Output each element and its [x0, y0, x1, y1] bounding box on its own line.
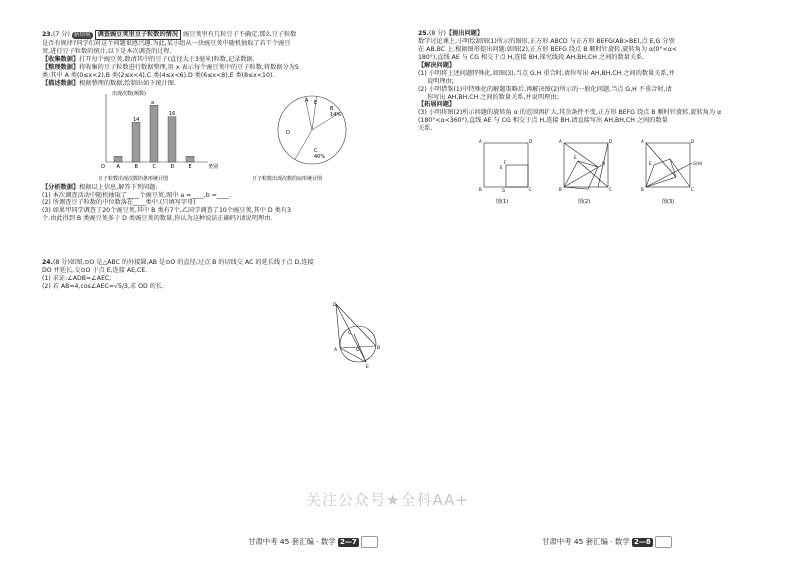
q24-sub1: (1) 求证:∠ADB=∠AEC; [42, 275, 112, 283]
q25-raise-1: 数学讨论课上,小明绘制图(1)所示的图形,正方形 ABCD 与正方形 BEFG(AB>BE),点 E,G 分别 [418, 37, 675, 45]
q25-raise-2: 在 AB,BC 上.根据图形提出问题:如图(2),正方形 BEFG 绕点 B 顺时针旋转,旋转角为 α(0°<α< [418, 45, 678, 53]
q25-solve-1b: 说明理由; [427, 77, 454, 85]
q23-stem-2: 是否有规律?同学们对这个问题很感兴趣.为此,某小组从一块豌豆荚中随机抽取了若干个豌豆 [42, 39, 291, 47]
bar-B [132, 122, 140, 162]
bar-value-label-D: 16 [169, 110, 176, 117]
svg-text:C: C [609, 187, 612, 193]
q23-sub2: (2) 所调查豆子粒数的中位数落在____类中.(只填写字母) [42, 199, 196, 207]
q23-stem-3: 荚,进行豆子粒数的统计,以下是本次调查的过程. [42, 47, 172, 55]
footer-right-text: 甘肃中考 45 套汇编 · 数学 [542, 537, 630, 546]
footer-right-page: 2—8 [634, 538, 651, 546]
svg-text:B: B [641, 187, 644, 193]
svg-text:A: A [641, 139, 644, 145]
svg-text:B: B [479, 187, 482, 193]
pie-label-B: B [330, 105, 334, 112]
q23-sub3a: (3) 如果甲同学调查了20个豌豆荚,其中 B 类有7个,乙同学调查了10个豌豆荚,其中 D 类有3 [42, 207, 291, 215]
fig-label-a: A [334, 348, 338, 353]
figure-2-caption: 图(2) [578, 199, 591, 206]
q25-points: (8 分) [428, 30, 446, 37]
collect-text: 打开每个豌豆荚,数清其中的豆子(直径大于3毫米)粒数,记录数据. [79, 55, 255, 63]
watermark: 关注公众号★全科AA+ [306, 491, 469, 509]
svg-text:D: D [691, 139, 695, 145]
svg-text:A: A [479, 139, 482, 145]
svg-text:B: B [559, 187, 562, 193]
pie-label-E: E [314, 99, 318, 106]
q25-number: 25. [418, 30, 429, 37]
question-23 [42, 30, 394, 223]
q24-points: (8 分) [52, 259, 70, 267]
q24-stem: 如图,⊙O 是△ABC 的外接圆,AB 是⊙O 的直径,过点 B 的切线交 AC 的延长线于点 D,连接 [69, 259, 314, 267]
pie-chart-title: 豆子粒数出现次数的扇形统计图 [252, 175, 323, 182]
footer-left-page: 2—7 [340, 538, 357, 546]
fig-label-e: E [366, 365, 369, 370]
svg-text:F: F [504, 160, 507, 166]
circle-geometry-figure [332, 300, 392, 380]
pie-label-A: A [305, 97, 309, 104]
q25-extend-2: (180°<α<360°),直线 AE 与 CG 相交于点 H,连接 BH,请直接写出 AH,BH,CH 之间的数量 [418, 117, 668, 125]
bar-tick-C: C [152, 163, 156, 170]
q25-figures [418, 137, 766, 207]
figure-2 [558, 137, 620, 207]
organize-text: 将收集的豆子粒数进行数据整理,用 x 表示每个豌豆荚中的豆子粒数,将数据分为5 [79, 63, 299, 71]
q25-solve-2b: 你写出 AH,BH,CH 之间的数量关系,并说明理由; [427, 93, 559, 101]
pie-label-C: C [314, 147, 318, 154]
bar-value-label-C: a [151, 99, 155, 106]
pie-label-B: 14% [330, 111, 342, 118]
organize-label: 【整理数据】 [42, 63, 80, 71]
pie-label-D: D [286, 129, 290, 136]
svg-text:A: A [559, 139, 562, 145]
q23-topic: 调查豌豆荚里豆子粒数的情况 [95, 30, 181, 40]
pie-label-C: 40% [314, 153, 326, 160]
figure-3-caption: 图(3) [662, 199, 675, 206]
right-column [418, 30, 766, 207]
new-context-badge: 新情境 [73, 32, 91, 38]
publisher-stamp-icon [655, 536, 672, 548]
q23-number: 23. [42, 31, 53, 38]
svg-text:H: H [602, 161, 606, 167]
svg-text:O: O [101, 163, 105, 170]
footer-left-text: 甘肃中考 45 套汇编 · 数学 [248, 537, 336, 546]
bar-A [114, 156, 122, 162]
pie-chart [250, 88, 380, 184]
q25-extend-1: (3) 小明将图(2)所示问题的旋转角 α 的范围再扩大,其余条件不变,正方形 BEFG 绕点 B 顺时针旋转,旋转角为 α [418, 109, 722, 117]
bar-tick-A: A [116, 163, 120, 170]
solve-label: 【解决问题】 [418, 61, 456, 69]
left-column [42, 30, 394, 370]
bar-E [186, 156, 194, 162]
footer-left [248, 536, 378, 548]
fig-label-b: B [377, 346, 381, 351]
bar-chart-title: 豆子粒数出现次数的条形统计图 [98, 175, 169, 182]
q24-number: 24. [42, 259, 53, 267]
svg-text:C: C [529, 187, 532, 193]
bar-chart [92, 88, 242, 184]
q24-stem-2: DO 并延长,交⊙O 于点 E,连接 AE,CE. [42, 267, 148, 275]
fig-label-o: O [356, 348, 360, 353]
svg-text:E: E [500, 165, 503, 171]
q25-raise-3: 180°),直线 AE 与 CG 相交于点 H,连接 BH,探究线段 AH,BH,CH 之间的数量关系. [418, 53, 645, 61]
svg-text:C: C [691, 187, 694, 193]
svg-text:E: E [574, 155, 577, 161]
figure-1 [478, 137, 538, 207]
analyze-text: 根据以上信息,解答下列问题: [79, 183, 158, 191]
q25-solve-1: (1) 小明将上述问题特殊化,如图(3),当点 G,H 重合时,请你写出 AH,BH,CH 之间的数量关系,并 [418, 69, 675, 77]
question-24 [42, 259, 394, 370]
question-25 [418, 30, 766, 207]
bar-chart-ylabel: 出现次数(频数) [112, 90, 146, 97]
bar-tick-B: B [134, 163, 138, 170]
bar-tick-D: D [170, 163, 175, 170]
bar-D [168, 116, 176, 161]
describe-label: 【描述数据】 [42, 79, 80, 87]
svg-text:G: G [502, 188, 506, 194]
q25-solve-2: (2) 小明借鉴(1)中特殊化的解题策略后,再解决图(2)所示的一般化问题,当点 G,H 不重合时,请 [418, 85, 672, 93]
q23-points: (7 分) [52, 31, 70, 38]
bar-C [150, 105, 158, 162]
q23-sub3b: 个.由此得到 B 类豌豆荚多于 D 类豌豆荚的数量,你认为这种说法正确吗?请说明理由. [42, 215, 273, 223]
extend-label: 【拓展问题】 [418, 101, 456, 109]
fig-label-c: C [348, 331, 352, 336]
figure-1-caption: 图(1) [496, 199, 509, 206]
publisher-stamp-icon [361, 536, 378, 548]
describe-text: 根据整理的数据,绘制出如下统计图. [79, 79, 176, 87]
footer-right [542, 536, 672, 548]
q25-extend-3: 关系. [418, 125, 433, 133]
svg-text:G(H): G(H) [693, 161, 703, 167]
q23-stem: 豌豆荚里有几粒豆子不确定,那么豆子粒数 [183, 31, 297, 38]
analyze-label: 【分析数据】 [42, 183, 80, 191]
bar-value-label-B: 14 [133, 116, 140, 123]
organize-text-2: 类:其中 A 类(0≤x<2),B 类(2≤x<4),C 类(4≤x<6),D 类(6≤x<8),E 类(8≤x<10). [42, 71, 275, 79]
svg-text:E: E [649, 161, 652, 167]
svg-text:D: D [609, 139, 613, 145]
bar-tick-E: E [188, 163, 192, 170]
raise-label: 【提出问题】 [445, 30, 484, 37]
q23-sub1: (1) 本次调查活动中随机抽取了____个豌豆荚,图中 a =____,b =____. [42, 191, 232, 199]
q24-sub2: (2) 若 AB=4,cos∠AEC=√5/3,求 OD 的长. [42, 283, 165, 291]
bar-chart-xlabel: 类别 [208, 163, 219, 170]
svg-text:D: D [529, 139, 533, 145]
collect-label: 【收集数据】 [42, 55, 80, 63]
figure-3 [640, 137, 706, 207]
fig-label-d: D [333, 303, 337, 308]
q23-figures [42, 88, 394, 184]
